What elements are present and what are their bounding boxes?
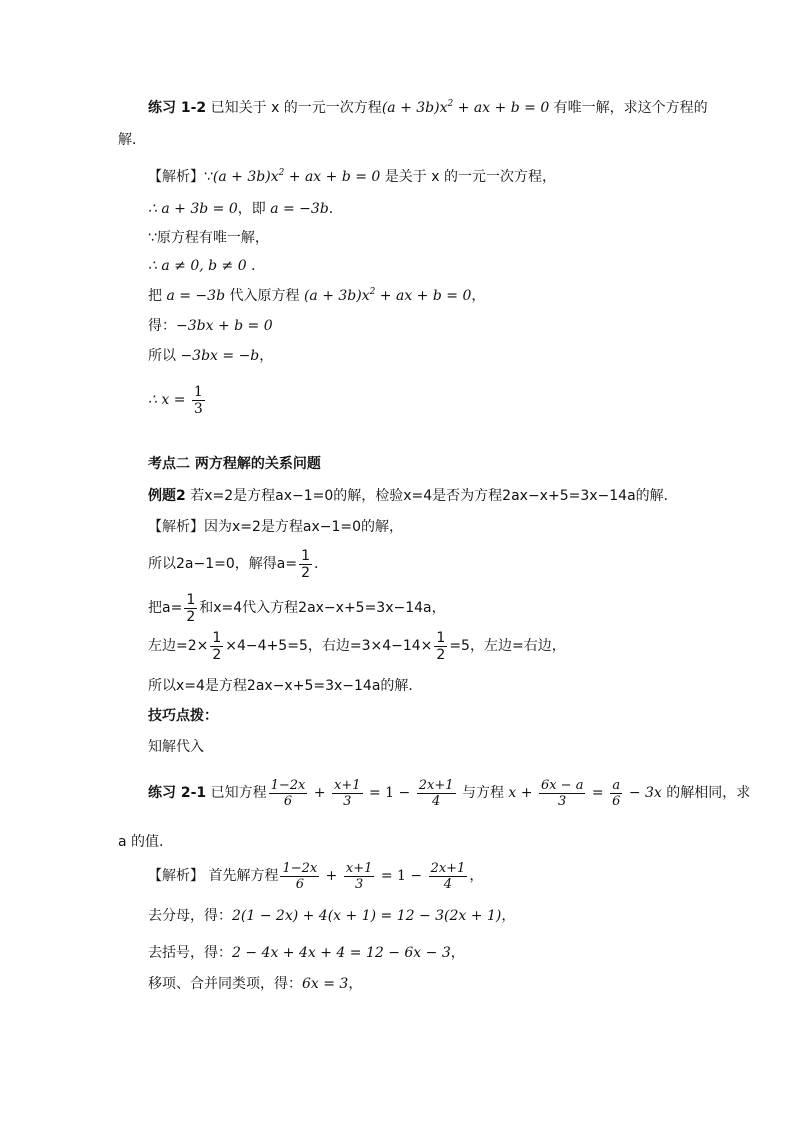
solution-line: 去分母，得：2(1 − 2x) + 4(x + 1) = 12 − 3(2x + 1)， xyxy=(148,908,516,924)
fraction: $\frac{2x+1}{4}$ xyxy=(418,777,454,809)
solution-line: 把a= $\frac{1}{2}$ 和x=4代入方程2ax−x+5=3x−14a， xyxy=(148,591,446,625)
exercise-text: 已知关于 x 的一元一次方程 xyxy=(206,100,382,116)
fraction: $\frac{x+1}{3}$ xyxy=(334,777,361,809)
equation: $(a + 3b)x^2$ + ax + b = 0 xyxy=(212,168,381,185)
solution-line: 所以 −3bx = −b， xyxy=(148,348,274,364)
exercise-label: 练习 2-1 xyxy=(148,785,207,801)
solution-line: 把 a = −3b 代入原方程 $(a + 3b)x^2$ + ax + b = 0， xyxy=(148,287,486,304)
tip-text: 知解代入 xyxy=(148,739,204,755)
solution-line: ∴ x = $\frac{1}{3}$ xyxy=(148,383,203,417)
exercise-2-1-line2: a 的值． xyxy=(118,834,174,850)
fraction: $\frac{2x+1}{4}$ xyxy=(430,860,466,892)
solution-tag: 【解析】 首先解方程 xyxy=(148,868,279,884)
equation: $(a + 3b)x^2$ + ax + b = 0 xyxy=(303,287,472,304)
fraction: $\frac{a}{6}$ xyxy=(612,777,621,809)
solution-line: 左边=2× $\frac{1}{2}$ ×4−4+5=5，右边=3×4−14× $\frac{1}{2}$ =5，左边=右边， xyxy=(148,629,566,663)
exercise-2-1-line1: 练习 2-1 已知方程 $\frac{1-2x}{6}$ + $\frac{x+1}{3}$ = 1 − $\frac{2x+1}{4}$ 与方程 x + $\frac{6x - a}{3}$ = $\frac{a}{6}$ − 3x 的解相同，求 xyxy=(148,777,751,809)
example-label: 例题2 xyxy=(148,488,186,504)
fraction: $\frac{1}{2}$ xyxy=(436,629,446,663)
fraction: $\frac{1-2x}{6}$ xyxy=(282,860,318,892)
example-2-line: 例题2 若x=2是方程ax−1=0的解，检验x=4是否为方程2ax−x+5=3x−14a的解． xyxy=(148,488,678,504)
solution-line: 【解析】∵(a + $3b)x^2$ + ax + b = 0 是关于 x 的一元一次方程， xyxy=(148,168,556,185)
equation: $(a + 3b)x^2$ + ax + b = 0 xyxy=(381,99,550,116)
solution-line: 所以x=4是方程2ax−x+5=3x−14a的解． xyxy=(148,678,423,694)
fraction: $\frac{1}{2}$ xyxy=(212,629,222,663)
fraction: $\frac{1}{3}$ xyxy=(193,383,203,417)
fraction: $\frac{6x - a}{3}$ xyxy=(540,777,584,809)
solution-line: 【解析】 首先解方程 $\frac{1-2x}{6}$ + $\frac{x+1}{3}$ = 1 − $\frac{2x+1}{4}$ ， xyxy=(148,860,484,892)
section-title: 考点二 两方程解的关系问题 xyxy=(148,456,321,472)
fraction: $\frac{1}{2}$ xyxy=(186,591,196,625)
tip-title: 技巧点拨： xyxy=(148,708,218,724)
fraction: $\frac{1-2x}{6}$ xyxy=(270,777,306,809)
exercise-label: 练习 1-2 xyxy=(148,100,207,116)
solution-line: 得：−3bx + b = 0 xyxy=(148,318,273,334)
exercise-1-2-line1 xyxy=(148,98,708,118)
solution-line: 去括号，得：2 − 4x + 4x + 4 = 12 − 6x − 3， xyxy=(148,945,465,961)
solution-line: 【解析】因为x=2是方程ax−1=0的解， xyxy=(148,519,404,535)
solution-line: ∴ a ≠ 0, b ≠ 0 ． xyxy=(148,258,266,274)
solution-line: 移项、合并同类项，得：6x = 3， xyxy=(148,976,363,992)
fraction: $\frac{x+1}{3}$ xyxy=(345,860,373,892)
solution-line: 所以2a−1=0，解得a= $\frac{1}{2}$ ． xyxy=(148,547,328,581)
exercise-text: 有唯一解，求这个方程的 xyxy=(549,100,708,116)
solution-tag: 【解析】 xyxy=(148,169,204,185)
solution-line: ∴ a + 3b = 0，即 a = −3b． xyxy=(148,201,343,217)
solution-line: ∵原方程有唯一解， xyxy=(148,230,269,246)
fraction: $\frac{1}{2}$ xyxy=(301,547,310,581)
exercise-1-2-line2: 解． xyxy=(118,132,146,148)
